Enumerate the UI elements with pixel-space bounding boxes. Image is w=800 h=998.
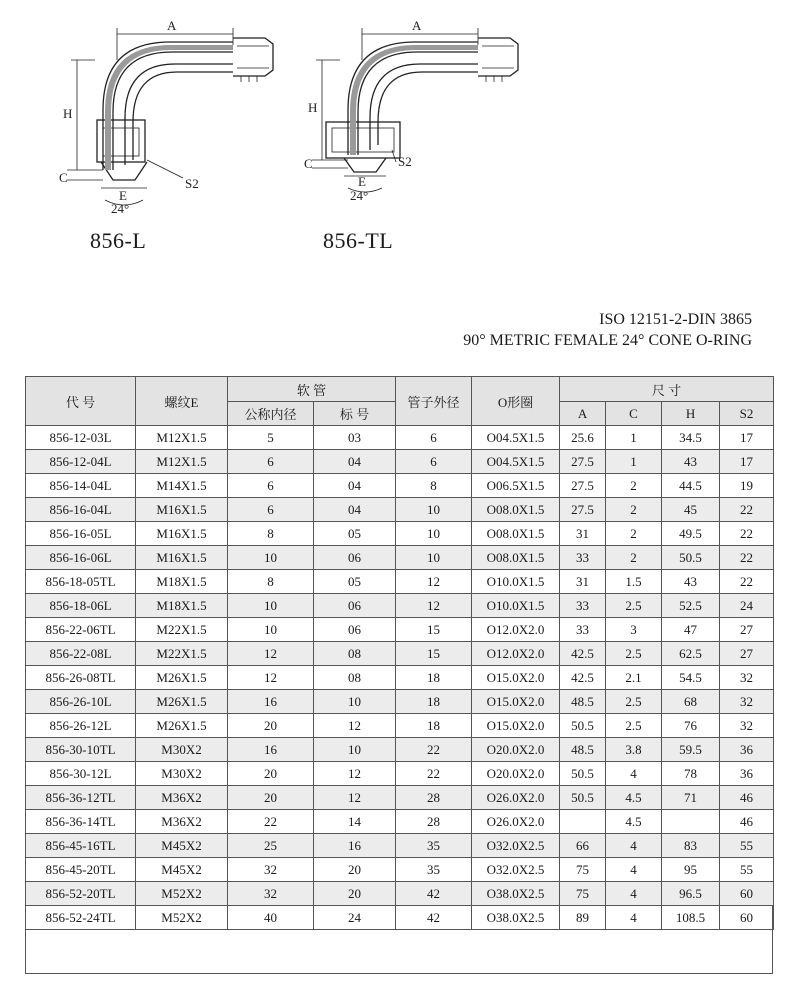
dim-a-label: A	[412, 18, 422, 33]
cell-thread: M22X1.5	[136, 618, 228, 642]
table-row	[26, 474, 774, 498]
header-oring: O形圈	[472, 377, 560, 426]
cell-hose-id: 40	[228, 906, 314, 930]
cell-hose-size: 12	[314, 786, 396, 810]
cell-dim-s2: 46	[720, 786, 774, 810]
cell-dim-a: 42.5	[560, 666, 606, 690]
spec-table-body	[26, 426, 774, 930]
cell-dim-h: 49.5	[662, 522, 720, 546]
cell-dim-h: 76	[662, 714, 720, 738]
cell-dim-a: 50.5	[560, 786, 606, 810]
cell-tube-od: 8	[396, 474, 472, 498]
cell-dim-a: 31	[560, 522, 606, 546]
cell-oring: O08.0X1.5	[472, 498, 560, 522]
cell-dim-h: 50.5	[662, 546, 720, 570]
header-hose: 软 管	[228, 377, 396, 402]
cell-code: 856-12-04L	[26, 450, 136, 474]
cell-dim-h: 95	[662, 858, 720, 882]
cell-code: 856-18-06L	[26, 594, 136, 618]
cell-dim-s2: 19	[720, 474, 774, 498]
header-dim-c: C	[606, 402, 662, 426]
cell-dim-a: 50.5	[560, 762, 606, 786]
cell-dim-s2: 46	[720, 810, 774, 834]
cell-code: 856-26-12L	[26, 714, 136, 738]
cell-hose-id: 6	[228, 498, 314, 522]
cell-hose-id: 20	[228, 762, 314, 786]
cell-hose-id: 12	[228, 642, 314, 666]
table-row	[26, 882, 774, 906]
cell-oring: O12.0X2.0	[472, 618, 560, 642]
cell-thread: M26X1.5	[136, 714, 228, 738]
cell-thread: M16X1.5	[136, 522, 228, 546]
cell-hose-id: 22	[228, 810, 314, 834]
cell-code: 856-52-24TL	[26, 906, 136, 930]
cell-thread: M30X2	[136, 762, 228, 786]
cell-oring: O08.0X1.5	[472, 522, 560, 546]
cell-code: 856-30-10TL	[26, 738, 136, 762]
cell-hose-id: 5	[228, 426, 314, 450]
table-row	[26, 738, 774, 762]
cell-code: 856-52-20TL	[26, 882, 136, 906]
cell-thread: M18X1.5	[136, 594, 228, 618]
cell-dim-s2: 27	[720, 642, 774, 666]
standard-title	[463, 309, 752, 351]
cell-thread: M12X1.5	[136, 450, 228, 474]
table-row	[26, 690, 774, 714]
cell-hose-id: 8	[228, 522, 314, 546]
cell-tube-od: 10	[396, 522, 472, 546]
cell-dim-c: 1	[606, 450, 662, 474]
header-dim-a: A	[560, 402, 606, 426]
table-row	[26, 618, 774, 642]
cell-hose-size: 04	[314, 474, 396, 498]
dim-a-label: A	[167, 18, 177, 33]
cell-hose-size: 08	[314, 666, 396, 690]
cell-tube-od: 28	[396, 786, 472, 810]
cell-oring: O04.5X1.5	[472, 426, 560, 450]
cell-dim-s2: 24	[720, 594, 774, 618]
cell-thread: M45X2	[136, 858, 228, 882]
cell-code: 856-36-12TL	[26, 786, 136, 810]
cell-dim-s2: 22	[720, 522, 774, 546]
cell-dim-s2: 55	[720, 834, 774, 858]
header-dim-s2: S2	[720, 402, 774, 426]
cell-thread: M30X2	[136, 738, 228, 762]
cell-hose-id: 16	[228, 690, 314, 714]
cell-hose-size: 04	[314, 498, 396, 522]
cell-code: 856-12-03L	[26, 426, 136, 450]
cell-hose-id: 16	[228, 738, 314, 762]
header-hose-id: 公称内径	[228, 402, 314, 426]
table-row	[26, 546, 774, 570]
table-row	[26, 450, 774, 474]
cell-code: 856-18-05TL	[26, 570, 136, 594]
cell-oring: O12.0X2.0	[472, 642, 560, 666]
cell-hose-id: 6	[228, 450, 314, 474]
cell-code: 856-16-04L	[26, 498, 136, 522]
cell-hose-size: 06	[314, 618, 396, 642]
cell-dim-h: 71	[662, 786, 720, 810]
cell-tube-od: 22	[396, 738, 472, 762]
cell-thread: M52X2	[136, 882, 228, 906]
dim-h-label: H	[63, 106, 73, 121]
cell-hose-size: 16	[314, 834, 396, 858]
cell-hose-size: 06	[314, 546, 396, 570]
cell-dim-a: 89	[560, 906, 606, 930]
cell-oring: O38.0X2.5	[472, 906, 560, 930]
cell-oring: O15.0X2.0	[472, 666, 560, 690]
cell-hose-size: 03	[314, 426, 396, 450]
table-row	[26, 594, 774, 618]
cell-hose-id: 32	[228, 858, 314, 882]
cell-oring: O32.0X2.5	[472, 858, 560, 882]
cell-code: 856-45-16TL	[26, 834, 136, 858]
cell-dim-c: 2	[606, 522, 662, 546]
cell-dim-c: 1	[606, 426, 662, 450]
cell-dim-a: 75	[560, 882, 606, 906]
cell-dim-s2: 27	[720, 618, 774, 642]
table-row	[26, 810, 774, 834]
cell-oring: O26.0X2.0	[472, 810, 560, 834]
table-row	[26, 498, 774, 522]
table-row	[26, 714, 774, 738]
cell-hose-id: 32	[228, 882, 314, 906]
header-dim-h: H	[662, 402, 720, 426]
cell-tube-od: 10	[396, 546, 472, 570]
cell-dim-h: 96.5	[662, 882, 720, 906]
cell-tube-od: 15	[396, 642, 472, 666]
cell-dim-c: 2	[606, 498, 662, 522]
cell-tube-od: 18	[396, 666, 472, 690]
cell-dim-a	[560, 810, 606, 834]
cell-hose-size: 10	[314, 738, 396, 762]
cell-code: 856-14-04L	[26, 474, 136, 498]
cell-thread: M18X1.5	[136, 570, 228, 594]
cell-dim-s2: 32	[720, 690, 774, 714]
fitting-drawing-856-tl	[300, 0, 530, 215]
angle-label: 24°	[111, 201, 130, 215]
cell-dim-h: 83	[662, 834, 720, 858]
cell-hose-size: 20	[314, 858, 396, 882]
cell-oring: O20.0X2.0	[472, 762, 560, 786]
cell-dim-a: 31	[560, 570, 606, 594]
cell-hose-id: 12	[228, 666, 314, 690]
cell-dim-s2: 60	[720, 882, 774, 906]
cell-dim-a: 75	[560, 858, 606, 882]
figure-label-856-l: 856-L	[90, 228, 147, 253]
cell-tube-od: 42	[396, 906, 472, 930]
cell-thread: M45X2	[136, 834, 228, 858]
table-row	[26, 858, 774, 882]
cell-hose-size: 20	[314, 882, 396, 906]
cell-hose-id: 20	[228, 714, 314, 738]
cell-thread: M36X2	[136, 810, 228, 834]
cell-dim-a: 27.5	[560, 498, 606, 522]
cell-dim-h: 47	[662, 618, 720, 642]
cell-dim-h: 43	[662, 570, 720, 594]
cell-dim-s2: 36	[720, 738, 774, 762]
cell-oring: O26.0X2.0	[472, 786, 560, 810]
cell-hose-size: 06	[314, 594, 396, 618]
cell-dim-a: 27.5	[560, 474, 606, 498]
dim-e-label: E	[358, 174, 366, 189]
cell-dim-c: 1.5	[606, 570, 662, 594]
cell-thread: M22X1.5	[136, 642, 228, 666]
header-hose-size: 标 号	[314, 402, 396, 426]
cell-dim-h	[662, 810, 720, 834]
dim-s2-label: S2	[185, 176, 199, 191]
cell-tube-od: 35	[396, 834, 472, 858]
table-footer-blank	[25, 906, 773, 974]
cell-oring: O20.0X2.0	[472, 738, 560, 762]
cell-dim-c: 4	[606, 858, 662, 882]
header-thread: 螺纹E	[136, 377, 228, 426]
cell-code: 856-16-06L	[26, 546, 136, 570]
cell-dim-c: 4	[606, 882, 662, 906]
cell-dim-s2: 32	[720, 714, 774, 738]
cell-dim-s2: 36	[720, 762, 774, 786]
cell-hose-size: 24	[314, 906, 396, 930]
cell-tube-od: 6	[396, 426, 472, 450]
cell-hose-size: 08	[314, 642, 396, 666]
table-row	[26, 522, 774, 546]
header-tube-od: 管子外径	[396, 377, 472, 426]
cell-hose-size: 05	[314, 522, 396, 546]
table-row	[26, 834, 774, 858]
cell-dim-a: 33	[560, 618, 606, 642]
cell-dim-a: 50.5	[560, 714, 606, 738]
cell-dim-a: 25.6	[560, 426, 606, 450]
cell-thread: M14X1.5	[136, 474, 228, 498]
cell-tube-od: 15	[396, 618, 472, 642]
cell-dim-c: 4	[606, 762, 662, 786]
cell-hose-size: 12	[314, 714, 396, 738]
cell-dim-s2: 17	[720, 450, 774, 474]
cell-dim-s2: 22	[720, 570, 774, 594]
cell-tube-od: 42	[396, 882, 472, 906]
cell-oring: O10.0X1.5	[472, 594, 560, 618]
cell-dim-h: 78	[662, 762, 720, 786]
cell-tube-od: 35	[396, 858, 472, 882]
cell-dim-c: 2	[606, 546, 662, 570]
cell-oring: O15.0X2.0	[472, 714, 560, 738]
cell-oring: O38.0X2.5	[472, 882, 560, 906]
cell-dim-a: 66	[560, 834, 606, 858]
header-dimensions: 尺 寸	[560, 377, 774, 402]
cell-tube-od: 12	[396, 570, 472, 594]
cell-dim-c: 3.8	[606, 738, 662, 762]
cell-dim-c: 4.5	[606, 810, 662, 834]
figure-label-856-tl: 856-TL	[323, 228, 394, 253]
cell-code: 856-26-08TL	[26, 666, 136, 690]
cell-oring: O08.0X1.5	[472, 546, 560, 570]
header-code: 代 号	[26, 377, 136, 426]
cell-dim-a: 27.5	[560, 450, 606, 474]
angle-label: 24°	[350, 188, 369, 203]
cell-hose-size: 12	[314, 762, 396, 786]
cell-tube-od: 28	[396, 810, 472, 834]
cell-dim-s2: 22	[720, 546, 774, 570]
cell-dim-a: 33	[560, 594, 606, 618]
cell-dim-s2: 55	[720, 858, 774, 882]
cell-hose-id: 20	[228, 786, 314, 810]
dim-s2-label: S2	[398, 154, 412, 169]
cell-oring: O04.5X1.5	[472, 450, 560, 474]
cell-dim-c: 2	[606, 474, 662, 498]
cell-dim-h: 34.5	[662, 426, 720, 450]
table-row	[26, 570, 774, 594]
dim-c-label: C	[304, 156, 313, 171]
cell-tube-od: 12	[396, 594, 472, 618]
cell-dim-h: 108.5	[662, 906, 720, 930]
cell-thread: M16X1.5	[136, 498, 228, 522]
cell-code: 856-45-20TL	[26, 858, 136, 882]
cell-dim-s2: 32	[720, 666, 774, 690]
cell-hose-id: 25	[228, 834, 314, 858]
cell-hose-size: 10	[314, 690, 396, 714]
fitting-drawing-856-l	[55, 0, 285, 215]
cell-code: 856-22-06TL	[26, 618, 136, 642]
dim-h-label: H	[308, 100, 318, 115]
cell-dim-h: 43	[662, 450, 720, 474]
cell-oring: O10.0X1.5	[472, 570, 560, 594]
cell-dim-c: 2.5	[606, 642, 662, 666]
cell-thread: M26X1.5	[136, 666, 228, 690]
cell-dim-c: 4	[606, 834, 662, 858]
cell-dim-c: 2.5	[606, 594, 662, 618]
cell-hose-id: 10	[228, 594, 314, 618]
cell-dim-a: 48.5	[560, 738, 606, 762]
cell-thread: M12X1.5	[136, 426, 228, 450]
cell-dim-h: 68	[662, 690, 720, 714]
cell-dim-s2: 17	[720, 426, 774, 450]
cell-tube-od: 18	[396, 690, 472, 714]
cell-code: 856-30-12L	[26, 762, 136, 786]
cell-hose-id: 6	[228, 474, 314, 498]
cell-dim-s2: 22	[720, 498, 774, 522]
table-row	[26, 786, 774, 810]
cell-dim-a: 33	[560, 546, 606, 570]
cell-hose-size: 05	[314, 570, 396, 594]
dim-e-label: E	[119, 188, 127, 203]
cell-dim-c: 2.5	[606, 714, 662, 738]
cell-dim-h: 45	[662, 498, 720, 522]
cell-thread: M26X1.5	[136, 690, 228, 714]
cell-dim-c: 4	[606, 906, 662, 930]
cell-oring: O06.5X1.5	[472, 474, 560, 498]
cell-dim-h: 44.5	[662, 474, 720, 498]
table-row	[26, 666, 774, 690]
cell-oring: O32.0X2.5	[472, 834, 560, 858]
cell-dim-c: 2.1	[606, 666, 662, 690]
cell-dim-c: 2.5	[606, 690, 662, 714]
table-row	[26, 642, 774, 666]
cell-dim-c: 4.5	[606, 786, 662, 810]
standard-line-2: 90° METRIC FEMALE 24° CONE O-RING	[463, 332, 752, 349]
dim-c-label: C	[59, 170, 68, 185]
cell-hose-id: 8	[228, 570, 314, 594]
cell-tube-od: 10	[396, 498, 472, 522]
cell-dim-a: 48.5	[560, 690, 606, 714]
cell-code: 856-36-14TL	[26, 810, 136, 834]
cell-hose-id: 10	[228, 618, 314, 642]
cell-tube-od: 22	[396, 762, 472, 786]
cell-hose-size: 04	[314, 450, 396, 474]
cell-dim-a: 42.5	[560, 642, 606, 666]
cell-code: 856-26-10L	[26, 690, 136, 714]
cell-dim-h: 62.5	[662, 642, 720, 666]
cell-thread: M16X1.5	[136, 546, 228, 570]
cell-thread: M52X2	[136, 906, 228, 930]
cell-code: 856-16-05L	[26, 522, 136, 546]
cell-dim-s2: 60	[720, 906, 774, 930]
cell-hose-id: 10	[228, 546, 314, 570]
table-row	[26, 762, 774, 786]
cell-hose-size: 14	[314, 810, 396, 834]
spec-table	[25, 376, 774, 930]
cell-dim-h: 59.5	[662, 738, 720, 762]
cell-code: 856-22-08L	[26, 642, 136, 666]
cell-oring: O15.0X2.0	[472, 690, 560, 714]
cell-tube-od: 6	[396, 450, 472, 474]
table-row	[26, 426, 774, 450]
cell-dim-h: 54.5	[662, 666, 720, 690]
standard-line-1: ISO 12151-2-DIN 3865	[599, 311, 752, 328]
cell-dim-c: 3	[606, 618, 662, 642]
cell-thread: M36X2	[136, 786, 228, 810]
cell-tube-od: 18	[396, 714, 472, 738]
cell-dim-h: 52.5	[662, 594, 720, 618]
